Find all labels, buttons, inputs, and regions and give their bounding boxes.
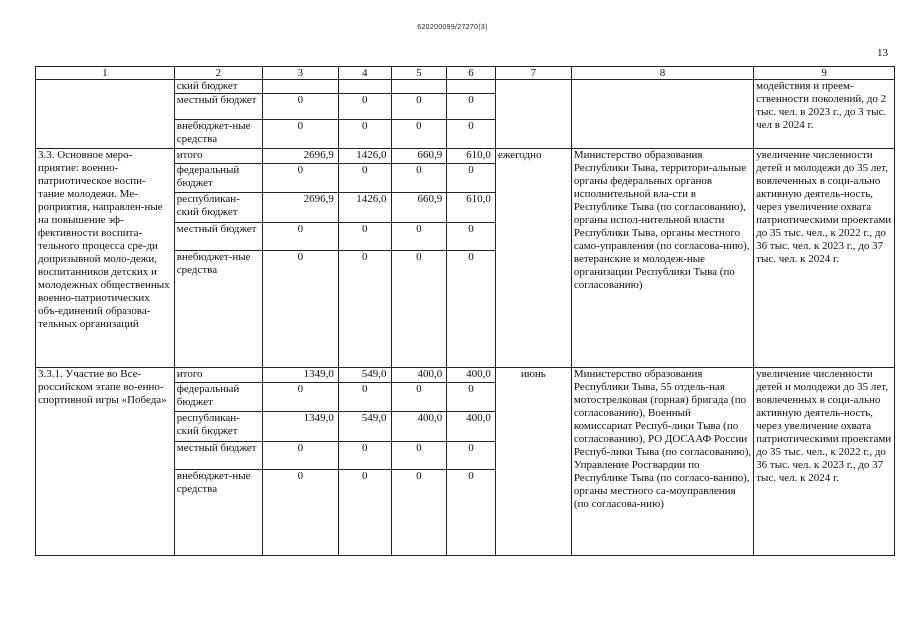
value-cell: 0 <box>391 94 447 120</box>
funding-source: ский бюджет <box>174 80 262 94</box>
term-cell: июнь <box>495 368 571 556</box>
value-cell: 0 <box>391 251 447 368</box>
value-cell: 549,0 <box>338 368 391 383</box>
column-number: 5 <box>391 67 447 80</box>
value-cell: 2696,9 <box>262 149 338 164</box>
value-cell: 0 <box>391 442 447 470</box>
value-cell: 610,0 <box>447 193 496 223</box>
value-cell <box>391 80 447 94</box>
funding-source: федеральный бюджет <box>174 164 262 193</box>
value-cell: 0 <box>262 251 338 368</box>
value-cell: 549,0 <box>338 412 391 442</box>
value-cell: 2696,9 <box>262 193 338 223</box>
value-cell: 0 <box>447 164 496 193</box>
value-cell: 0 <box>447 120 496 149</box>
result-cell: модействия и преем-ственности поколений, до 2 тыс. чел. в 2023 г., до 3 тыс. чел в 2024 г. <box>754 80 895 149</box>
value-cell: 400,0 <box>447 412 496 442</box>
value-cell <box>338 80 391 94</box>
value-cell: 0 <box>338 223 391 251</box>
funding-source: местный бюджет <box>174 442 262 470</box>
funding-source: республикан-ский бюджет <box>174 193 262 223</box>
value-cell <box>262 80 338 94</box>
funding-source: республикан-ский бюджет <box>174 412 262 442</box>
funding-source: внебюджет-ные средства <box>174 470 262 556</box>
value-cell: 0 <box>447 223 496 251</box>
value-cell: 0 <box>338 470 391 556</box>
executors-cell: Министерство образования Республики Тыва, 55 отдель-ная мотострелковая (горная) бригада (по согласованию), Военный комиссариат Респуб-лики Тыва (по согласованию), РО ДОСААФ России Респуб-лики Тыва (по согласованию), Управление Росгвардии по Республике Тыва (по согласо-ванию), органы местного са-моуправления (по согласова-нию) <box>571 368 753 556</box>
funding-source: внебюджет-ные средства <box>174 251 262 368</box>
value-cell: 0 <box>262 383 338 412</box>
column-number: 8 <box>571 67 753 80</box>
value-cell: 0 <box>262 442 338 470</box>
value-cell: 0 <box>447 251 496 368</box>
term-cell: ежегодно <box>495 149 571 368</box>
page-number: 13 <box>877 47 888 59</box>
value-cell: 400,0 <box>391 412 447 442</box>
value-cell: 0 <box>262 120 338 149</box>
funding-source: местный бюджет <box>174 223 262 251</box>
table-row <box>36 368 895 383</box>
value-cell: 0 <box>391 120 447 149</box>
value-cell: 0 <box>262 164 338 193</box>
value-cell: 0 <box>262 223 338 251</box>
column-number: 2 <box>174 67 262 80</box>
value-cell: 0 <box>338 164 391 193</box>
column-number: 7 <box>495 67 571 80</box>
funding-source: местный бюджет <box>174 94 262 120</box>
column-number-row <box>36 67 895 80</box>
value-cell: 0 <box>447 94 496 120</box>
value-cell: 1426,0 <box>338 149 391 164</box>
funding-source: федеральный бюджет <box>174 383 262 412</box>
value-cell: 0 <box>391 223 447 251</box>
executors-cell: Министерство образования Республики Тыва, территори-альные органы федеральных органов исполнительной вла-сти в Республике Тыва (по согласованию), органы испол-нительной власти Республики Тыва, органы местного само-управления (по согласова-нию), ветеранские и молодеж-ные организации Республики Тыва (по согласованию) <box>571 149 753 368</box>
document-id: 620200099/27270(3) <box>417 24 488 31</box>
column-number: 4 <box>338 67 391 80</box>
value-cell: 0 <box>447 470 496 556</box>
value-cell: 1349,0 <box>262 368 338 383</box>
funding-source: внебюджет-ные средства <box>174 120 262 149</box>
value-cell: 0 <box>391 383 447 412</box>
value-cell: 0 <box>447 442 496 470</box>
column-number: 3 <box>262 67 338 80</box>
activity-cell <box>36 80 175 149</box>
value-cell: 660,9 <box>391 149 447 164</box>
executors-cell <box>571 80 753 149</box>
value-cell: 0 <box>262 94 338 120</box>
value-cell: 0 <box>338 442 391 470</box>
value-cell: 400,0 <box>447 368 496 383</box>
activity-cell: 3.3.1. Участие во Все-российском этапе во-енно-спортивной игры «Победа» <box>36 368 175 556</box>
result-cell: увеличение численности детей и молодежи до 35 лет, вовлеченных в соци-ально активную деятель-ность, через увеличение охвата патриотическими проектами до 35 тыс. чел., к 2022 г., до 36 тыс. чел. к 2023 г., до 37 тыс. чел. к 2024 г. <box>754 368 895 556</box>
activity-cell: 3.3. Основное меро-приятие: военно-патриотическое воспи-тание молодежи. Ме-роприятия, направлен-ные на повышение эф-фективности воспита-тельного процесса сре-ди допризывной моло-дежи, воспитанников детских и молодежных общественных военно-патриотических объ-единений образова-тельных организаций <box>36 149 175 368</box>
value-cell: 0 <box>338 251 391 368</box>
program-table <box>35 66 895 556</box>
value-cell: 400,0 <box>391 368 447 383</box>
term-cell <box>495 80 571 149</box>
result-cell: увеличение численности детей и молодежи до 35 лет, вовлеченных в соци-ально активную деятель-ность, через увеличение охвата патриотическими проектами до 35 тыс. чел., к 2022 г., до 36 тыс. чел. к 2023 г., до 37 тыс. чел. к 2024 г. <box>754 149 895 368</box>
table-row <box>36 80 895 94</box>
value-cell: 0 <box>391 164 447 193</box>
value-cell: 1426,0 <box>338 193 391 223</box>
table-row <box>36 149 895 164</box>
value-cell: 0 <box>338 94 391 120</box>
value-cell: 610,0 <box>447 149 496 164</box>
funding-source: итого <box>174 149 262 164</box>
column-number: 6 <box>447 67 496 80</box>
value-cell: 1349,0 <box>262 412 338 442</box>
funding-source: итого <box>174 368 262 383</box>
value-cell <box>447 80 496 94</box>
value-cell: 660,9 <box>391 193 447 223</box>
column-number: 9 <box>754 67 895 80</box>
value-cell: 0 <box>338 383 391 412</box>
value-cell: 0 <box>447 383 496 412</box>
value-cell: 0 <box>262 470 338 556</box>
column-number: 1 <box>36 67 175 80</box>
value-cell: 0 <box>338 120 391 149</box>
value-cell: 0 <box>391 470 447 556</box>
